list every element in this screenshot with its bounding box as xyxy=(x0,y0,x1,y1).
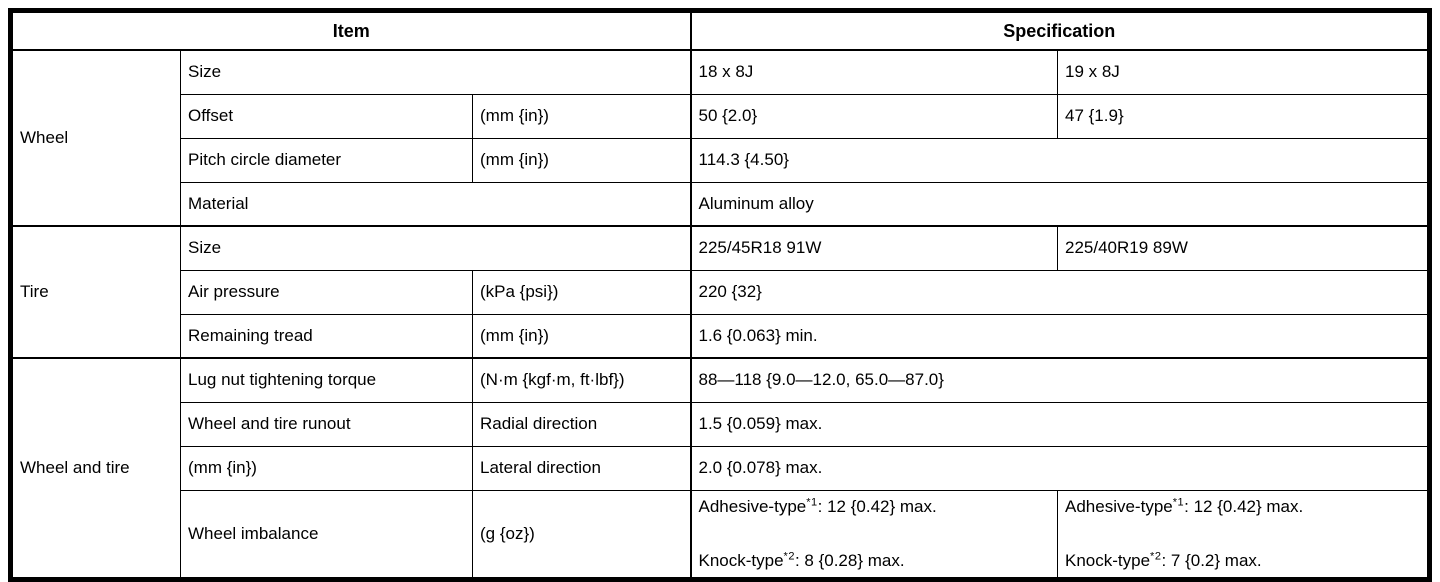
group-label-wheel: Wheel xyxy=(11,50,181,226)
cell-tire-air-pressure-item: Air pressure xyxy=(181,270,473,314)
cell-runout-lateral-spec: 2.0 {0.078} max. xyxy=(691,446,1430,490)
cell-runout-radial-direction: Radial direction xyxy=(473,402,691,446)
cell-tire-size-item: Size xyxy=(181,226,691,270)
cell-tire-size-spec2: 225/40R19 89W xyxy=(1058,226,1430,270)
cell-wheel-size-spec1: 18 x 8J xyxy=(691,50,1058,94)
imbalance-spec1-stack xyxy=(699,491,1051,577)
footnote-marker-2: *2 xyxy=(1150,549,1162,562)
cell-wheel-offset-unit: (mm {in}) xyxy=(473,94,691,138)
cell-wheel-imbalance-unit: (g {oz}) xyxy=(473,490,691,579)
cell-runout-unit: (mm {in}) xyxy=(181,446,473,490)
row-tire-air-pressure xyxy=(11,270,1430,314)
row-tire-size xyxy=(11,226,1430,270)
imbalance-spec1-adhesive: Adhesive-type$^{*1}$: 12 {0.42} max. xyxy=(698,495,937,516)
group-label-tire: Tire xyxy=(11,226,181,358)
group-label-wheel-and-tire: Wheel and tire xyxy=(11,358,181,579)
cell-lug-nut-torque-unit: (N·m {kgf·m, ft·lbf}) xyxy=(473,358,691,402)
wheel-tire-spec-table xyxy=(8,8,1432,582)
cell-lug-nut-torque-spec: 88—118 {9.0—12.0, 65.0—87.0} xyxy=(691,358,1430,402)
cell-runout-item: Wheel and tire runout xyxy=(181,402,473,446)
cell-wheel-imbalance-spec1 xyxy=(691,490,1058,579)
cell-wheel-material-item: Material xyxy=(181,182,691,226)
header-item: Item xyxy=(11,11,691,51)
row-wheel-size xyxy=(11,50,1430,94)
cell-wheel-offset-spec2: 47 {1.9} xyxy=(1058,94,1430,138)
cell-wheel-pcd-spec: 114.3 {4.50} xyxy=(691,138,1430,182)
cell-wheel-offset-item: Offset xyxy=(181,94,473,138)
header-specification: Specification xyxy=(691,11,1430,51)
cell-wheel-pcd-item: Pitch circle diameter xyxy=(181,138,473,182)
cell-runout-radial-spec: 1.5 {0.059} max. xyxy=(691,402,1430,446)
imbalance-spec2-stack xyxy=(1065,491,1420,577)
imbalance-spec2-knock: Knock-type$^{*2}$: 7 {0.2} max. xyxy=(1065,549,1262,570)
cell-wheel-material-spec: Aluminum alloy xyxy=(691,182,1430,226)
row-wheel-imbalance xyxy=(11,490,1430,579)
cell-tire-remaining-tread-unit: (mm {in}) xyxy=(473,314,691,358)
cell-wheel-offset-spec1: 50 {2.0} xyxy=(691,94,1058,138)
row-wheel-pcd xyxy=(11,138,1430,182)
row-runout-lateral xyxy=(11,446,1430,490)
cell-runout-lateral-direction: Lateral direction xyxy=(473,446,691,490)
imbalance-spec1-knock: Knock-type$^{*2}$: 8 {0.28} max. xyxy=(698,549,905,570)
cell-lug-nut-torque-item: Lug nut tightening torque xyxy=(181,358,473,402)
cell-wheel-size-spec2: 19 x 8J xyxy=(1058,50,1430,94)
footnote-marker-1: *1 xyxy=(806,495,818,508)
cell-wheel-size-item: Size xyxy=(181,50,691,94)
cell-tire-air-pressure-spec: 220 {32} xyxy=(691,270,1430,314)
cell-tire-remaining-tread-spec: 1.6 {0.063} min. xyxy=(691,314,1430,358)
spec-table-container xyxy=(8,8,1432,582)
footnote-marker-1: *1 xyxy=(1172,495,1185,508)
row-wheel-material xyxy=(11,182,1430,226)
cell-tire-remaining-tread-item: Remaining tread xyxy=(181,314,473,358)
imbalance-spec2-adhesive: Adhesive-type$^{*1}$: 12 {0.42} max. xyxy=(1065,495,1304,516)
cell-tire-air-pressure-unit: (kPa {psi}) xyxy=(473,270,691,314)
row-tire-remaining-tread xyxy=(11,314,1430,358)
row-lug-nut-torque xyxy=(11,358,1430,402)
row-wheel-offset xyxy=(11,94,1430,138)
cell-wheel-imbalance-spec2 xyxy=(1058,490,1430,579)
cell-wheel-pcd-unit: (mm {in}) xyxy=(473,138,691,182)
footnote-marker-2: *2 xyxy=(783,549,795,562)
cell-wheel-imbalance-item: Wheel imbalance xyxy=(181,490,473,579)
cell-tire-size-spec1: 225/45R18 91W xyxy=(691,226,1058,270)
header-row xyxy=(11,11,1430,51)
row-runout-radial xyxy=(11,402,1430,446)
